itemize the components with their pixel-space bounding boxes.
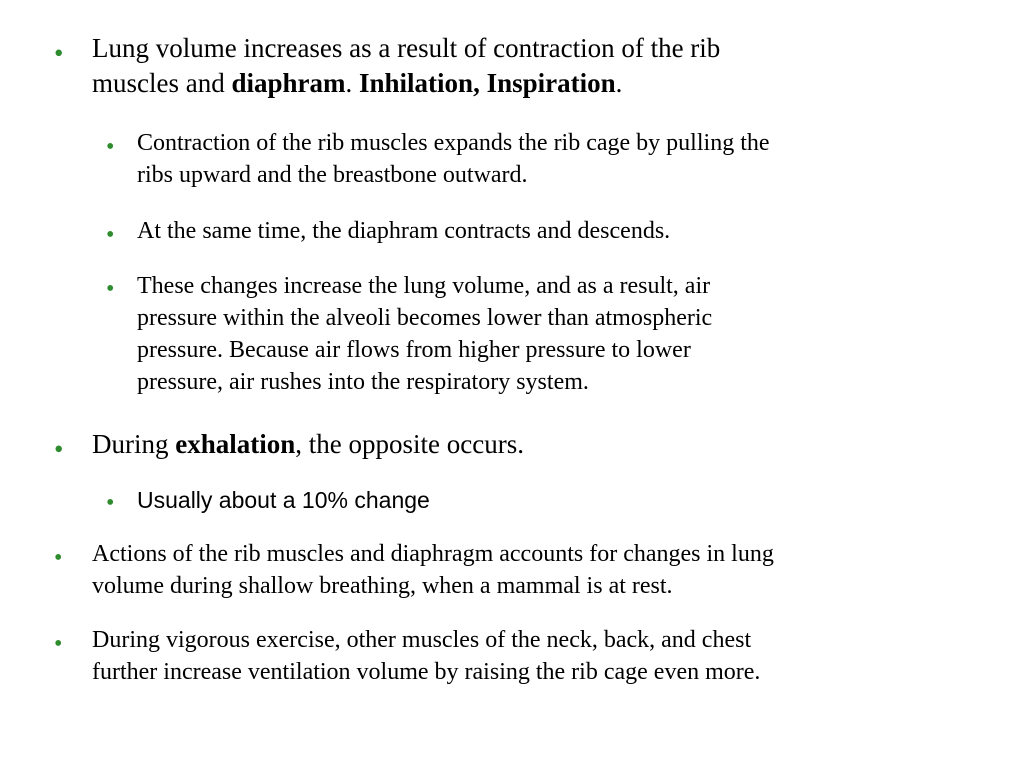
text-line: Lung volume increases as a result of contraction of the rib (92, 33, 721, 63)
bold-term: exhalation (175, 429, 296, 459)
bullet-text (137, 127, 770, 191)
bold-term: Inhilation, Inspiration (359, 68, 616, 98)
text-line: Usually about a 10% change (137, 487, 430, 513)
text-segment: . (615, 68, 623, 98)
bullet-text (137, 215, 670, 247)
bullet-icon: • (106, 222, 115, 248)
bullet-text (92, 624, 760, 688)
bullet-icon: • (106, 134, 115, 160)
bullet-icon: • (106, 490, 115, 516)
text-line (92, 66, 720, 101)
text-line (92, 427, 524, 462)
bullet-icon: • (54, 545, 63, 571)
text-line: During vigorous exercise, other muscles of the neck, back, and chest (92, 627, 752, 653)
text-line: pressure. Because air flows from higher pressure to lower (137, 337, 691, 363)
bullet-text (137, 485, 430, 515)
text-segment: . (345, 68, 360, 98)
text-line: pressure within the alveoli becomes lower than atmospheric (137, 305, 713, 331)
text-line: pressure, air rushes into the respiratory system. (137, 369, 589, 395)
bold-term: diaphram (231, 68, 346, 98)
text-line: At the same time, the diaphram contracts and descends. (137, 218, 671, 244)
text-line: These changes increase the lung volume, and as a result, air (137, 273, 711, 299)
text-line: further increase ventilation volume by raising the rib cage even more. (92, 659, 761, 685)
bullet-icon: • (54, 38, 64, 68)
text-line: Contraction of the rib muscles expands the rib cage by pulling the (137, 130, 770, 156)
bullet-text (92, 538, 774, 602)
text-segment: , the opposite occurs. (295, 429, 524, 459)
text-segment: During (92, 429, 176, 459)
bullet-icon: • (106, 276, 115, 302)
bullet-text (92, 427, 524, 462)
text-line: ribs upward and the breastbone outward. (137, 162, 528, 188)
text-line: volume during shallow breathing, when a mammal is at rest. (92, 573, 673, 599)
bullet-text (137, 270, 712, 398)
bullet-icon: • (54, 434, 64, 464)
bullet-text (92, 31, 720, 101)
text-segment: muscles and (92, 68, 232, 98)
bullet-icon: • (54, 631, 63, 657)
text-line: Actions of the rib muscles and diaphragm accounts for changes in lung (92, 541, 774, 567)
